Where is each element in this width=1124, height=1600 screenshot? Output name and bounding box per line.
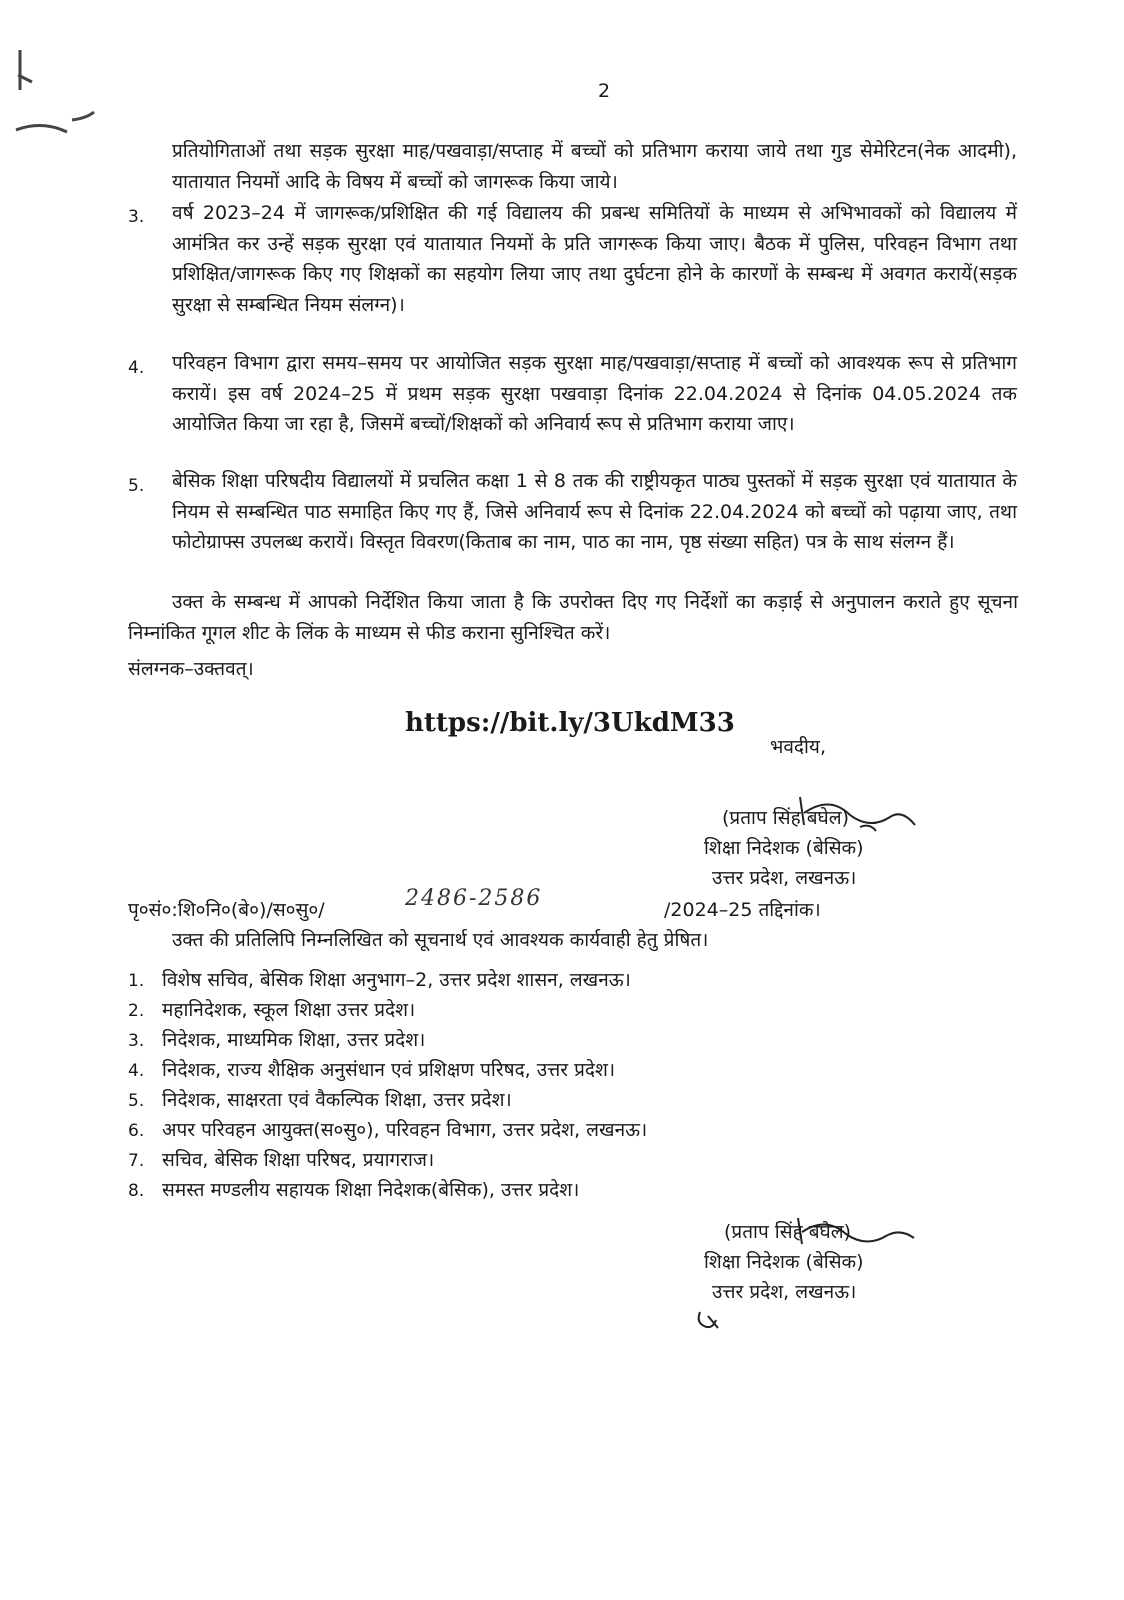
list-item: 3. निदेशक, माध्यमिक शिक्षा, उत्तर प्रदेश। bbox=[128, 1029, 426, 1051]
signatory-designation: शिक्षा निदेशक (बेसिक) bbox=[704, 837, 864, 859]
signatory-name: (प्रताप सिंह बघेल) bbox=[724, 1221, 852, 1243]
distribution-list bbox=[128, 965, 647, 1205]
list-item: 7. सचिव, बेसिक शिक्षा परिषद, प्रयागराज। bbox=[128, 1149, 435, 1171]
signatory-place: उत्तर प्रदेश, लखनऊ। bbox=[712, 1281, 857, 1303]
item-text: परिवहन विभाग द्वारा समय–समय पर आयोजित सड़क सुरक्षा माह/पखवाड़ा/सप्ताह में बच्चों को आवश्यक रूप से प्रतिभाग करायें। इस वर्ष 2024–25 में प्रथम सड़क सुरक्षा पखवाड़ा दिनांक 22.04.2024 से दिनांक 04.05.2024 तक आयोजित किया जा रहा है, जिसमें बच्चों/शिक्षकों को अनिवार्य रूप से प्रतिभाग कराया जाए। bbox=[172, 352, 1017, 435]
closing-salutation: भवदीय, bbox=[770, 736, 826, 758]
continuation-paragraph: प्रतियोगिताओं तथा सड़क सुरक्षा माह/पखवाड़ा/सप्ताह में बच्चों को प्रतिभाग कराया जाये तथा गुड सेमेरिटन(नेक आदमी), यातायात नियमों आदि के विषय में बच्चों को जागरूक किया जाये। bbox=[172, 140, 1017, 193]
item-number: 3. bbox=[128, 207, 145, 227]
enclosure-note: संलग्नक–उक्तवत्। bbox=[128, 658, 254, 680]
list-item: 2. महानिदेशक, स्कूल शिक्षा उत्तर प्रदेश। bbox=[128, 999, 416, 1021]
list-item: 8. समस्त मण्डलीय सहायक शिक्षा निदेशक(बेसिक), उत्तर प्रदेश। bbox=[128, 1179, 580, 1201]
page-number: 2 bbox=[598, 80, 611, 102]
item-number: 5. bbox=[128, 476, 145, 496]
item-text: वर्ष 2023–24 में जागरूक/प्रशिक्षित की गई विद्यालय की प्रबन्ध समितियों के माध्यम से अभिभावकों को विद्यालय में आमंत्रित कर उन्हें सड़क सुरक्षा एवं यातायात नियमों के प्रति जागरूक किया जाए। बैठक में पुलिस, परिवहन विभाग तथा प्रशिक्षित/जागरूक किए गए शिक्षकों का सहयोग लिया जाए तथा दुर्घटना होने के कारणों के सम्बन्ध में अवगत करायें(सड़क सुरक्षा से सम्बन्धित नियम संलग्न)। bbox=[172, 202, 1017, 316]
item-text: बेसिक शिक्षा परिषदीय विद्यालयों में प्रचलित कक्षा 1 से 8 तक की राष्ट्रीयकृत पाठ्य पुस्तकों में सड़क सुरक्षा एवं यातायात के नियम से सम्बन्धित पाठ समाहित किए गए हैं, जिसे अनिवार्य रूप से दिनांक 22.04.2024 को बच्चों को पढ़ाया जाए, तथा फोटोग्राफ्स उपलब्ध करायें। विस्तृत विवरण(किताब का नाम, पाठ का नाम, पृष्ठ संख्या सहित) पत्र के साथ संलग्न हैं। bbox=[172, 470, 1017, 553]
list-item: 5. निदेशक, साक्षरता एवं वैकल्पिक शिक्षा, उत्तर प्रदेश। bbox=[128, 1089, 512, 1111]
reference-suffix: /2024–25 तद्दिनांक। bbox=[664, 899, 821, 921]
instruction-paragraph: उक्त के सम्बन्ध में आपको निर्देशित किया जाता है कि उपरोक्त दिए गए निर्देशों का कड़ाई से अनुपालन कराते हुए सूचना निम्नांकित गूगल शीट के लिंक के माध्यम से फीड कराना सुनिश्चित करें। bbox=[128, 591, 1018, 644]
signatory-place: उत्तर प्रदेश, लखनऊ। bbox=[712, 867, 857, 889]
reference-prefix: पृ०सं०:शि०नि०(बे०)/स०सु०/ bbox=[128, 899, 325, 921]
list-item: 4. निदेशक, राज्य शैक्षिक अनुसंधान एवं प्रशिक्षण परिषद, उत्तर प्रदेश। bbox=[128, 1059, 616, 1081]
list-item: 1. विशेष सचिव, बेसिक शिक्षा अनुभाग–2, उत्तर प्रदेश शासन, लखनऊ। bbox=[128, 969, 631, 991]
handwritten-reference-number: 2486-2586 bbox=[405, 886, 543, 911]
copy-intro: उक्त की प्रतिलिपि निम्नलिखित को सूचनार्थ एवं आवश्यक कार्यवाही हेतु प्रेषित। bbox=[172, 929, 709, 951]
item-number: 4. bbox=[128, 358, 145, 378]
signatory-designation: शिक्षा निदेशक (बेसिक) bbox=[704, 1251, 864, 1273]
list-item: 6. अपर परिवहन आयुक्त(स०सु०), परिवहन विभाग, उत्तर प्रदेश, लखनऊ। bbox=[128, 1119, 648, 1141]
google-sheet-link[interactable]: https://bit.ly/3UkdM33 bbox=[405, 708, 735, 738]
scan-artifact-mark bbox=[12, 20, 102, 140]
signatory-name: (प्रताप सिंह बघेल) bbox=[722, 807, 850, 829]
initials-mark bbox=[694, 1308, 724, 1334]
